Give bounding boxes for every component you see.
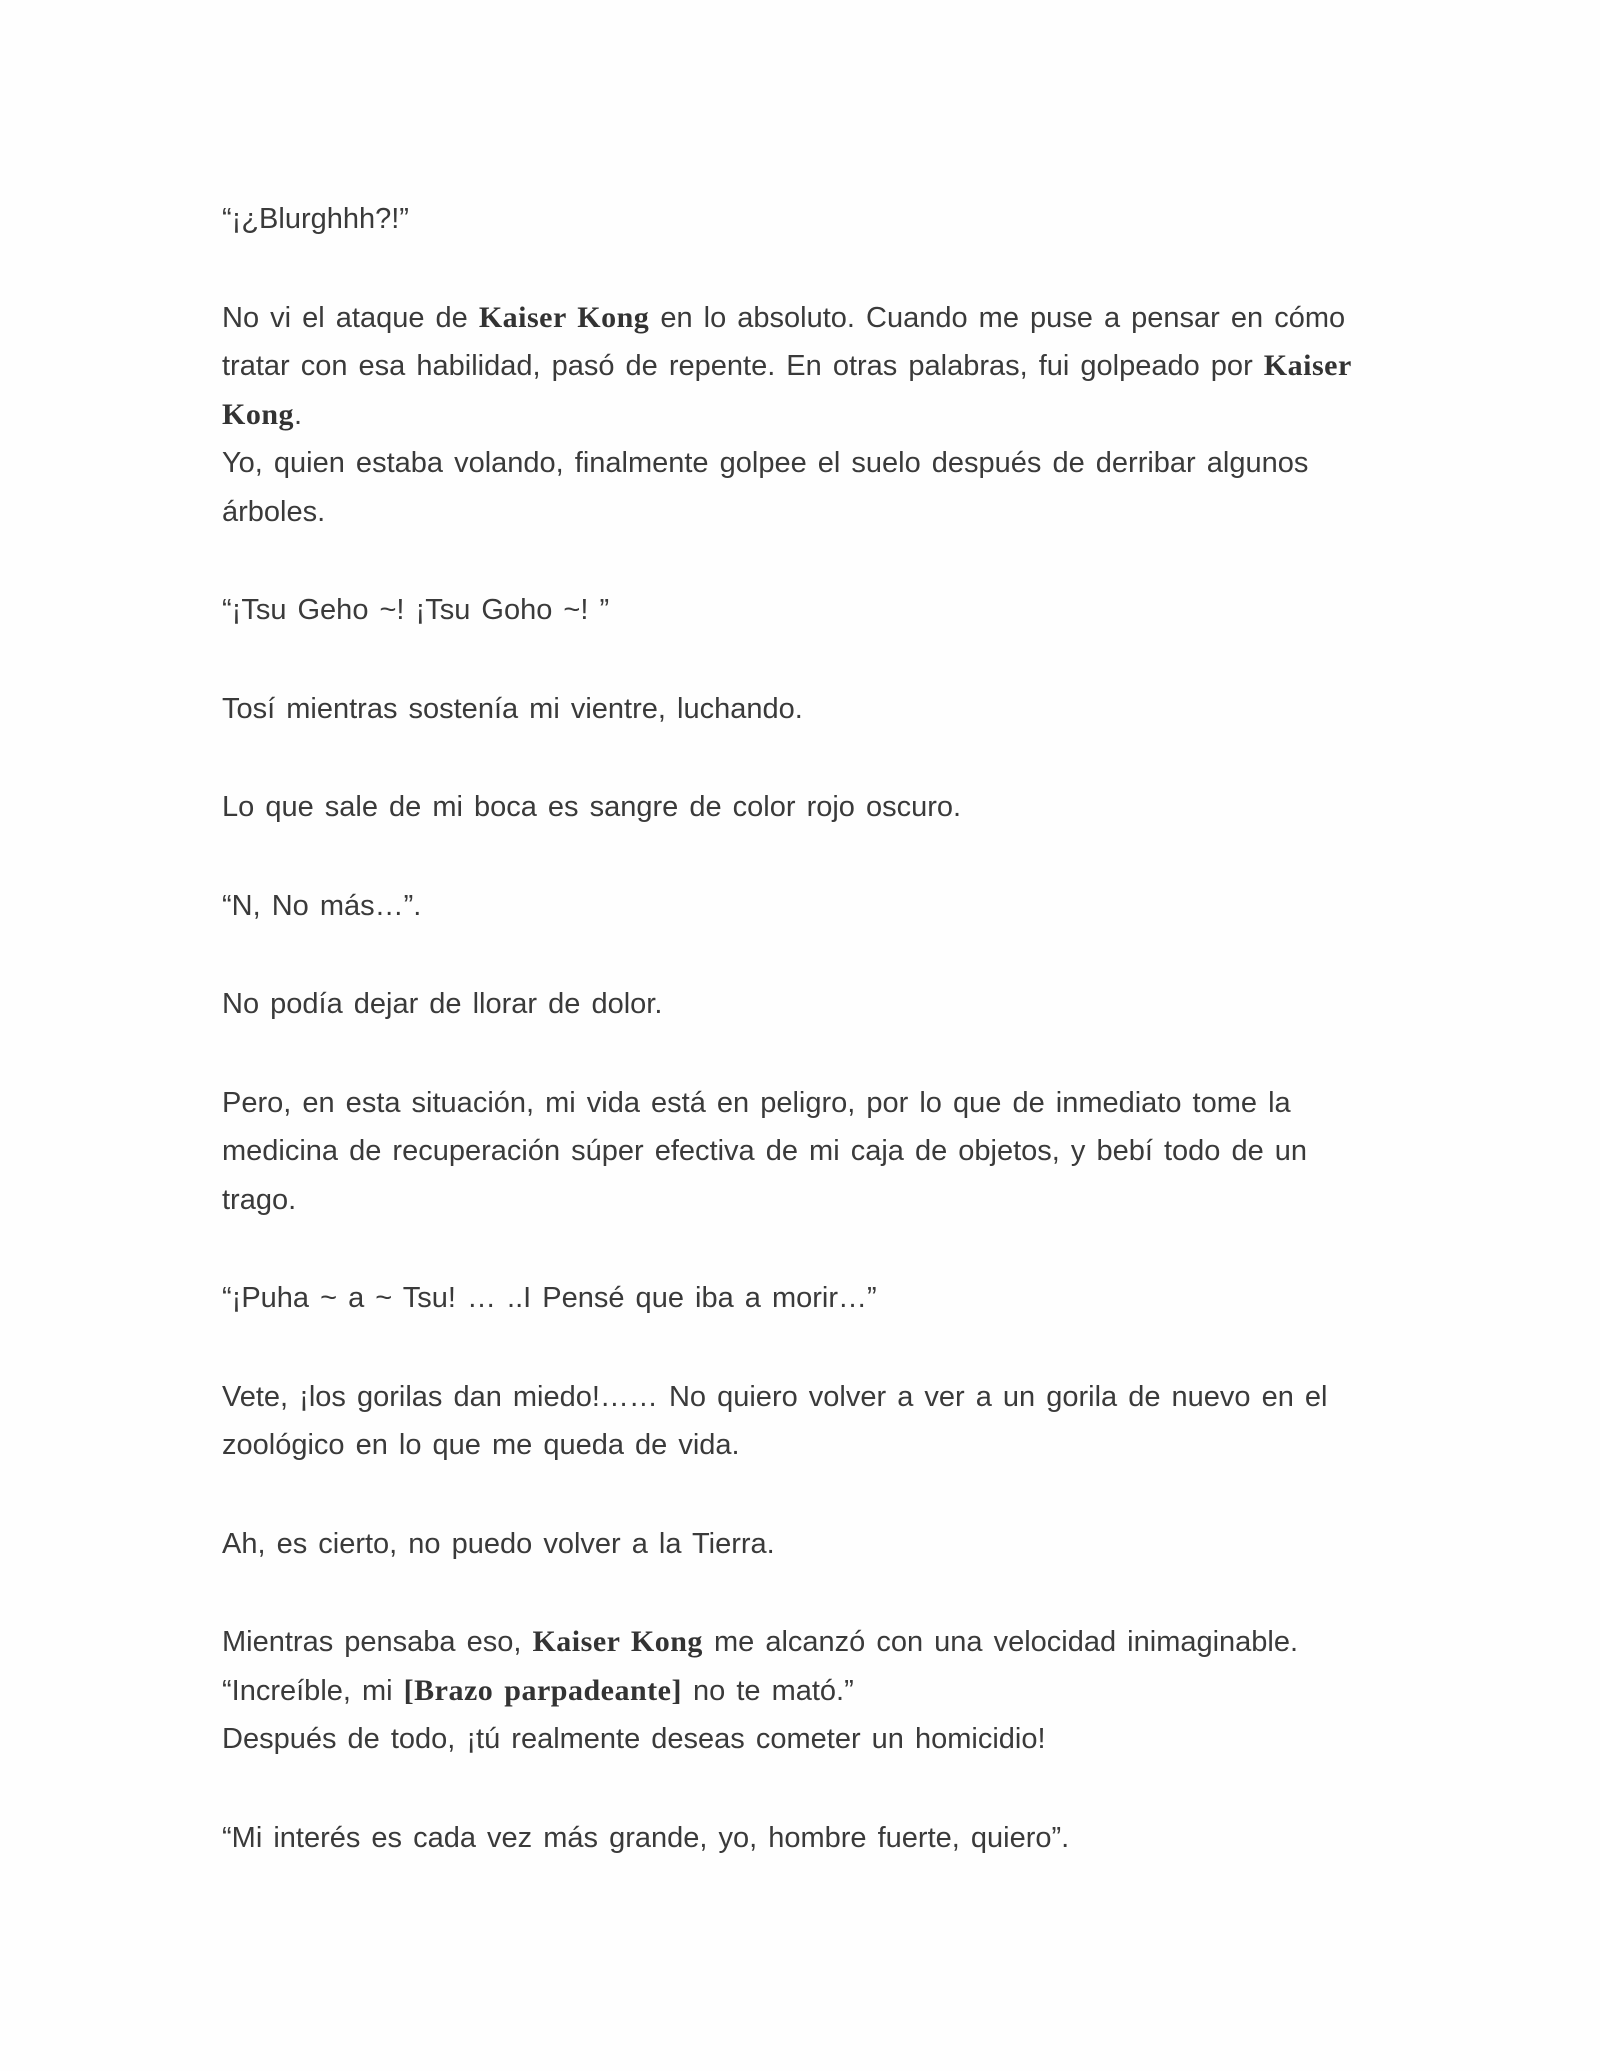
paragraph-12: Ah, es cierto, no puedo volver a la Tierra. <box>222 1527 775 1560</box>
paragraph-7: “N, No más…”. <box>222 889 422 922</box>
character-name: Kaiser Kong <box>222 349 1352 431</box>
paragraph-15: Después de todo, ¡tú realmente deseas cometer un homicidio! <box>222 1723 1046 1755</box>
character-name: Kaiser Kong <box>532 1625 703 1658</box>
story-text <box>222 195 1372 1912</box>
paragraph-13: Mientras pensaba eso, Kaiser Kong me alcanzó con una velocidad inimaginable. <box>222 1625 1299 1658</box>
paragraph-4: “¡Tsu Geho ~! ¡Tsu Goho ~! ” <box>222 594 610 626</box>
paragraph-16: “Mi interés es cada vez más grande, yo, hombre fuerte, quiero”. <box>222 1821 1070 1854</box>
paragraph-6: Lo que sale de mi boca es sangre de color rojo oscuro. <box>222 791 962 823</box>
paragraph-9: Pero, en esta situación, mi vida está en peligro, por lo que de inmediato tome la medicina de recuperación súper efectiva de mi caja de objetos, y bebí todo de un trago. <box>222 1086 1308 1216</box>
paragraph-3: Yo, quien estaba volando, finalmente golpee el suelo después de derribar algunos árboles. <box>222 447 1309 528</box>
paragraph-8: No podía dejar de llorar de dolor. <box>222 988 663 1020</box>
paragraph-5: Tosí mientras sostenía mi vientre, luchando. <box>222 692 803 725</box>
character-name: Kaiser Kong <box>478 300 650 334</box>
paragraph-2: No vi el ataque de Kaiser Kong en lo absoluto. Cuando me puse a pensar en cómo tratar con esa habilidad, pasó de repente. En otras palabras, fui golpeado por Kaiser Kong. <box>222 300 1352 431</box>
paragraph-14: “Increíble, mi [Brazo parpadeante] no te mató.” <box>222 1673 854 1707</box>
skill-name: [Brazo parpadeante] <box>403 1673 682 1707</box>
paragraph-1: “¡¿Blurghhh?!” <box>222 203 409 235</box>
paragraph-11: Vete, ¡los gorilas dan miedo!…… No quiero volver a ver a un gorila de nuevo en el zoológico en lo que me queda de vida. <box>222 1380 1328 1461</box>
paragraph-10: “¡Puha ~ a ~ Tsu! … ..I Pensé que iba a morir…” <box>222 1282 877 1314</box>
